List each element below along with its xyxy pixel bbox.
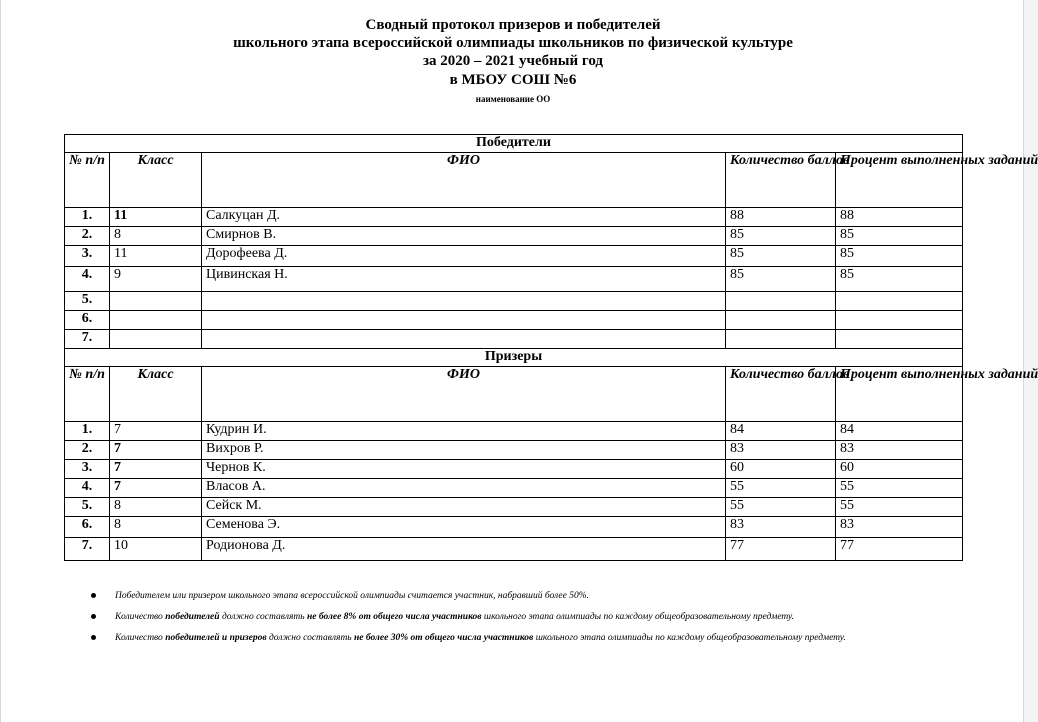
row-percent (836, 292, 963, 311)
column-header-score: Количество баллов (726, 153, 836, 208)
table-row (65, 422, 963, 441)
row-score: 85 (726, 267, 836, 292)
row-score (726, 292, 836, 311)
row-name: Родионова Д. (202, 538, 726, 561)
title-line-4: в МБОУ СОШ №6 (449, 72, 577, 88)
protocol-table (64, 134, 1038, 561)
footnote-text: должно составлять (219, 612, 307, 622)
footnote-text: Количество (115, 612, 166, 622)
row-number: 2. (65, 227, 110, 246)
column-header-num: № п/п (65, 367, 110, 422)
row-name (202, 292, 726, 311)
row-class (110, 311, 202, 330)
row-score: 55 (726, 498, 836, 517)
table-row (65, 330, 963, 349)
row-percent: 55 (836, 498, 963, 517)
row-class (110, 330, 202, 349)
row-percent (836, 330, 963, 349)
table-row (65, 227, 963, 246)
footnote-emphasis: победителей (165, 612, 220, 622)
column-header-percent: Процент выполненных заданий (836, 153, 963, 208)
column-header-percent: Процент выполненных заданий (836, 367, 963, 422)
row-name: Вихров Р. (202, 441, 726, 460)
footnote-text: Количество (115, 633, 166, 643)
column-header-class: Класс (110, 153, 202, 208)
row-percent: 84 (836, 422, 963, 441)
row-score: 83 (726, 441, 836, 460)
table-row (65, 517, 963, 538)
table-row (65, 246, 963, 267)
row-number: 7. (65, 538, 110, 561)
footnote-text: должно составлять (266, 633, 355, 643)
row-number: 5. (65, 498, 110, 517)
row-score: 77 (726, 538, 836, 561)
winners-header-row (65, 153, 963, 208)
row-number: 5. (65, 292, 110, 311)
row-percent: 85 (836, 267, 963, 292)
footnote-item (89, 588, 959, 604)
table-row (65, 441, 963, 460)
row-score (726, 330, 836, 349)
row-number: 1. (65, 422, 110, 441)
row-name (202, 330, 726, 349)
row-class: 7 (110, 479, 202, 498)
row-class: 8 (110, 227, 202, 246)
table-row (65, 498, 963, 517)
column-header-name: ФИО (202, 367, 726, 422)
row-percent: 55 (836, 479, 963, 498)
footnotes (89, 588, 959, 651)
row-class: 11 (110, 246, 202, 267)
row-class: 10 (110, 538, 202, 561)
footnote-item (89, 609, 959, 625)
table-row (65, 311, 963, 330)
row-percent: 60 (836, 460, 963, 479)
prizewinners-section-row (65, 349, 963, 367)
row-percent: 77 (836, 538, 963, 561)
table-row (65, 460, 963, 479)
org-caption: наименование ОО (475, 94, 551, 104)
row-percent: 83 (836, 517, 963, 538)
row-number: 4. (65, 479, 110, 498)
winners-section-title: Победители (65, 135, 963, 153)
table-row (65, 538, 963, 561)
row-class: 7 (110, 460, 202, 479)
row-percent: 85 (836, 227, 963, 246)
table-row (65, 267, 963, 292)
row-number: 3. (65, 460, 110, 479)
row-number: 1. (65, 208, 110, 227)
row-class: 7 (110, 441, 202, 460)
title-line-3: за 2020 – 2021 учебный год (423, 53, 603, 69)
table-row (65, 208, 963, 227)
row-number: 4. (65, 267, 110, 292)
row-score: 85 (726, 227, 836, 246)
footnote-item (89, 630, 959, 646)
row-class: 8 (110, 498, 202, 517)
row-number: 3. (65, 246, 110, 267)
footnote-emphasis: победителей и призеров (165, 633, 267, 643)
column-header-num: № п/п (65, 153, 110, 208)
footnote-text: школьного этапа олимпиады по каждому общеобразовательному предмету. (481, 612, 795, 622)
table-row (65, 479, 963, 498)
row-name: Цивинская Н. (202, 267, 726, 292)
row-name: Кудрин И. (202, 422, 726, 441)
row-class: 9 (110, 267, 202, 292)
row-number: 7. (65, 330, 110, 349)
row-class: 8 (110, 517, 202, 538)
column-header-score: Количество баллов (726, 367, 836, 422)
row-name: Салкуцан Д. (202, 208, 726, 227)
row-score (726, 311, 836, 330)
row-name: Сейск М. (202, 498, 726, 517)
row-number: 2. (65, 441, 110, 460)
prizewinners-section-title: Призеры (65, 349, 963, 367)
winners-section-row (65, 135, 963, 153)
row-class: 7 (110, 422, 202, 441)
row-score: 84 (726, 422, 836, 441)
row-number: 6. (65, 311, 110, 330)
row-percent: 83 (836, 441, 963, 460)
row-score: 55 (726, 479, 836, 498)
column-header-name: ФИО (202, 153, 726, 208)
row-percent (836, 311, 963, 330)
row-score: 85 (726, 246, 836, 267)
row-name: Чернов К. (202, 460, 726, 479)
title-line-1: Сводный протокол призеров и победителей (365, 17, 661, 33)
row-score: 83 (726, 517, 836, 538)
footnote-text: школьного этапа олимпиады по каждому общеобразовательному предмету. (533, 633, 846, 643)
row-score: 88 (726, 208, 836, 227)
row-score: 60 (726, 460, 836, 479)
table-row (65, 292, 963, 311)
row-name: Власов А. (202, 479, 726, 498)
row-name: Смирнов В. (202, 227, 726, 246)
row-class (110, 292, 202, 311)
footnote-text: Победителем или призером школьного этапа всероссийской олимпиады считается участник, набравший более 50%. (115, 591, 589, 601)
column-header-class: Класс (110, 367, 202, 422)
row-percent: 88 (836, 208, 963, 227)
footnote-emphasis: не более 30% от общего числа участников (354, 633, 534, 643)
row-class: 11 (110, 208, 202, 227)
row-percent: 85 (836, 246, 963, 267)
row-name (202, 311, 726, 330)
prizewinners-header-row (65, 367, 963, 422)
title-line-2: школьного этапа всероссийской олимпиады школьников по физической культуре (233, 35, 793, 51)
row-name: Семенова Э. (202, 517, 726, 538)
row-name: Дорофеева Д. (202, 246, 726, 267)
row-number: 6. (65, 517, 110, 538)
footnote-emphasis: не более 8% от общего числа участников (307, 612, 482, 622)
